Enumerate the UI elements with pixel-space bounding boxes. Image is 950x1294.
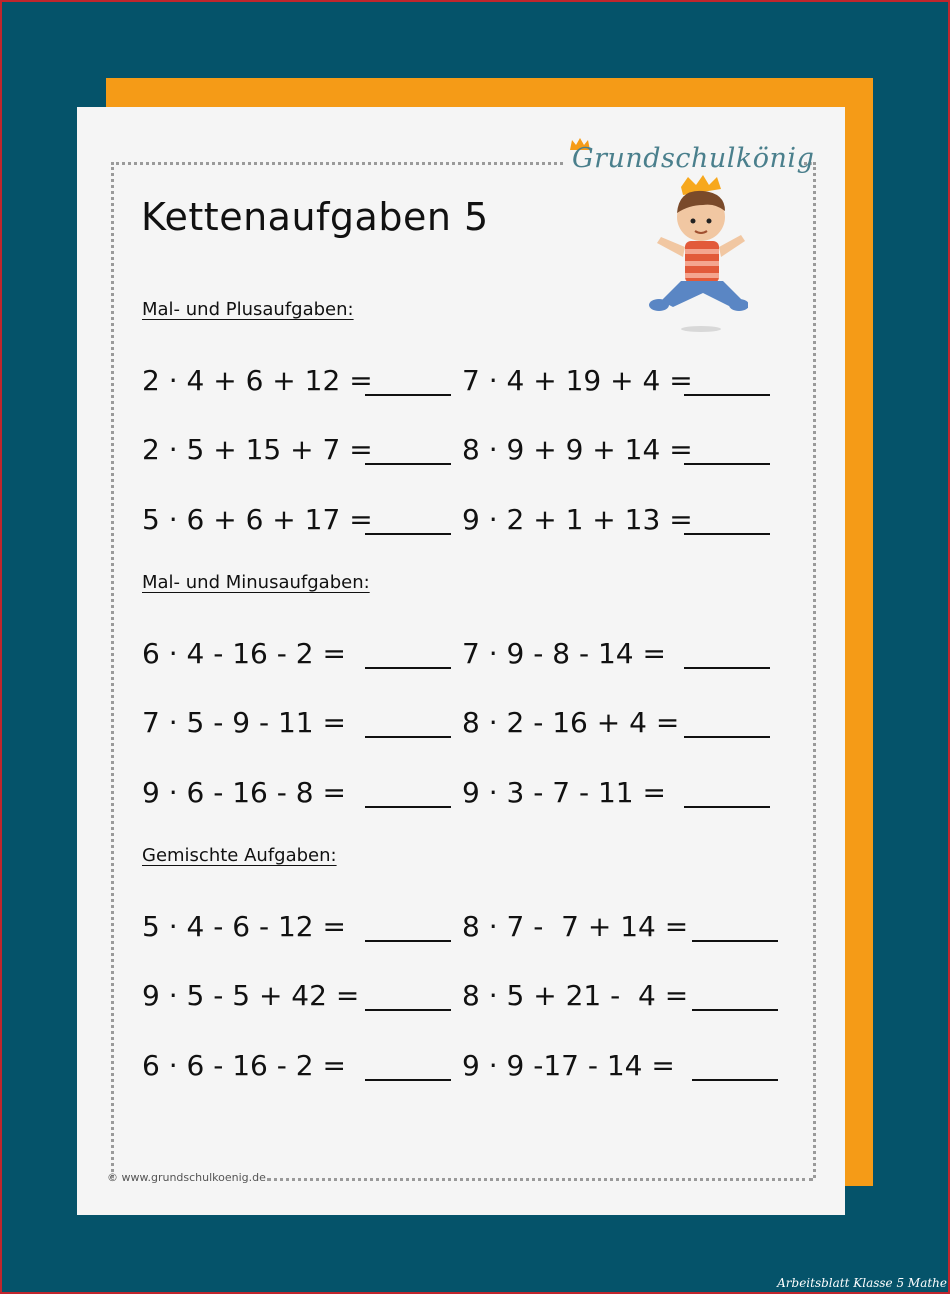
task: 6 · 6 - 16 - 2 = bbox=[142, 1049, 346, 1082]
task: 8 · 5 + 21 - 4 = bbox=[462, 979, 689, 1012]
task: 5 · 4 - 6 - 12 = bbox=[142, 910, 346, 943]
task: 9 · 6 - 16 - 8 = bbox=[142, 776, 346, 809]
task: 6 · 4 - 16 - 2 = bbox=[142, 637, 346, 670]
answer-line[interactable] bbox=[365, 806, 451, 808]
task: 5 · 6 + 6 + 17 = bbox=[142, 503, 373, 536]
section-heading: Gemischte Aufgaben: bbox=[142, 845, 337, 866]
answer-line[interactable] bbox=[692, 1009, 778, 1011]
answer-line[interactable] bbox=[365, 463, 451, 465]
watermark-caption: Arbeitsblatt Klasse 5 Mathe bbox=[777, 1276, 947, 1290]
task: 9 · 3 - 7 - 11 = bbox=[462, 776, 666, 809]
task: 8 · 7 - 7 + 14 = bbox=[462, 910, 689, 943]
answer-line[interactable] bbox=[365, 533, 451, 535]
task: 2 · 4 + 6 + 12 = bbox=[142, 364, 373, 397]
answer-line[interactable] bbox=[692, 1079, 778, 1081]
task: 9 · 2 + 1 + 13 = bbox=[462, 503, 693, 536]
answer-line[interactable] bbox=[365, 394, 451, 396]
answer-line[interactable] bbox=[684, 667, 770, 669]
answer-line[interactable] bbox=[365, 940, 451, 942]
page-title: Kettenaufgaben 5 bbox=[141, 195, 489, 239]
answer-line[interactable] bbox=[365, 1009, 451, 1011]
task: 2 · 5 + 15 + 7 = bbox=[142, 433, 373, 466]
section-heading: Mal- und Plusaufgaben: bbox=[142, 299, 354, 320]
answer-line[interactable] bbox=[684, 533, 770, 535]
task: 9 · 9 -17 - 14 = bbox=[462, 1049, 675, 1082]
answer-line[interactable] bbox=[692, 940, 778, 942]
footer-copyright: © www.grundschulkoenig.de bbox=[107, 1171, 266, 1184]
answer-line[interactable] bbox=[684, 394, 770, 396]
jumping-boy-illustration bbox=[643, 175, 748, 335]
task: 7 · 4 + 19 + 4 = bbox=[462, 364, 693, 397]
answer-line[interactable] bbox=[365, 1079, 451, 1081]
dotted-border-bottom bbox=[267, 1178, 813, 1181]
answer-line[interactable] bbox=[684, 806, 770, 808]
answer-line[interactable] bbox=[684, 736, 770, 738]
task: 8 · 9 + 9 + 14 = bbox=[462, 433, 693, 466]
answer-line[interactable] bbox=[684, 463, 770, 465]
task: 7 · 9 - 8 - 14 = bbox=[462, 637, 666, 670]
section-heading: Mal- und Minusaufgaben: bbox=[142, 572, 370, 593]
worksheet bbox=[77, 107, 845, 1215]
task: 9 · 5 - 5 + 42 = bbox=[142, 979, 360, 1012]
answer-line[interactable] bbox=[365, 667, 451, 669]
task: 7 · 5 - 9 - 11 = bbox=[142, 706, 346, 739]
dotted-border-top bbox=[111, 162, 563, 165]
task: 8 · 2 - 16 + 4 = bbox=[462, 706, 680, 739]
answer-line[interactable] bbox=[365, 736, 451, 738]
brand-logo: Grundschulkönig bbox=[572, 143, 815, 174]
